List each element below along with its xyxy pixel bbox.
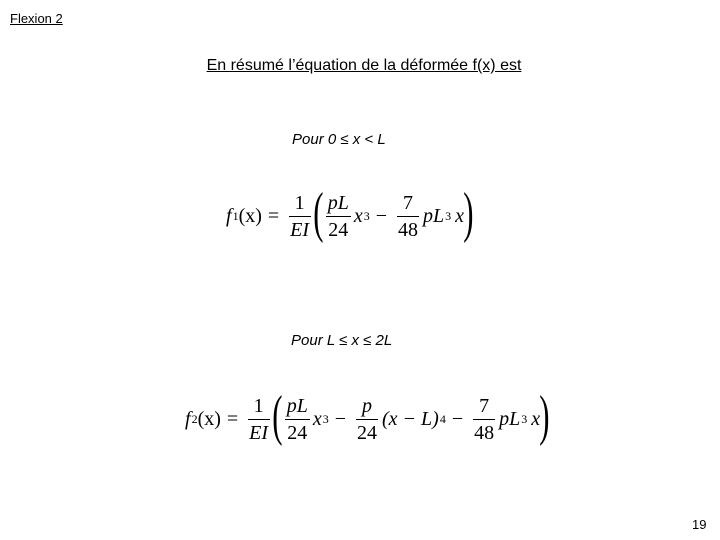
eq2-term1-exponent: 3: [322, 412, 329, 426]
eq1-term2-denominator: 48: [398, 218, 419, 241]
eq1-prefactor-denominator: EI: [290, 218, 310, 241]
eq1-lhs-f: f: [226, 205, 232, 227]
eq1-lhs-subscript: 1: [232, 209, 239, 223]
eq2-open-paren: (: [272, 385, 283, 447]
eq1-term1-fraction: [326, 193, 351, 240]
eq1-lhs-argument: (x): [238, 205, 262, 227]
eq2-minus-1: −: [334, 408, 347, 430]
eq1-term1-variable: x: [353, 205, 363, 227]
equation-f2: [185, 385, 550, 447]
eq2-term3-exponent: 3: [521, 412, 528, 426]
equation-f1: [226, 182, 474, 244]
eq2-term1-denominator: 24: [287, 421, 308, 444]
eq1-term1-exponent: 3: [363, 209, 370, 223]
eq1-minus: −: [375, 205, 388, 227]
eq2-close-paren: ): [539, 385, 550, 447]
eq2-equals: =: [226, 408, 239, 430]
eq1-term2-fraction: [396, 193, 420, 240]
eq2-term3-numerator: 7: [473, 396, 495, 420]
eq2-lhs-argument: (x): [197, 408, 221, 430]
eq1-equals: =: [267, 205, 280, 227]
eq2-term2-numerator: p: [356, 396, 378, 420]
eq2-lhs-subscript: 2: [191, 412, 198, 426]
eq1-prefactor-numerator: 1: [289, 193, 311, 217]
eq1-open-paren: (: [313, 182, 324, 244]
eq2-term3-variable: x: [531, 408, 541, 430]
eq2-term3-denominator: 48: [474, 421, 495, 444]
eq2-lhs-f: f: [185, 408, 191, 430]
eq1-term1-numerator: pL: [326, 193, 351, 217]
eq2-prefactor-fraction: [247, 396, 270, 443]
eq1-close-paren: ): [463, 182, 474, 244]
eq2-term1-fraction: [285, 396, 310, 443]
condition-range-1: Pour 0 ≤ x < L: [292, 131, 386, 148]
eq1-term2-variable: x: [455, 205, 465, 227]
eq2-minus-2: −: [451, 408, 464, 430]
eq2-term1-variable: x: [312, 408, 322, 430]
eq2-term3-fraction: [472, 396, 496, 443]
eq2-prefactor-numerator: 1: [248, 396, 270, 420]
eq1-term2-exponent: 3: [445, 209, 452, 223]
eq2-term1-numerator: pL: [285, 396, 310, 420]
eq2-term3-pL: pL: [499, 408, 521, 430]
eq2-term2-group: (x − L): [382, 408, 439, 430]
page-number: 19: [692, 517, 707, 532]
eq1-term2-numerator: 7: [397, 193, 419, 217]
eq2-term2-denominator: 24: [357, 421, 378, 444]
eq2-term2-fraction: [355, 396, 379, 443]
eq2-term2-exponent: 4: [439, 412, 446, 426]
slide-heading: En résumé l’équation de la déformée f(x) est: [206, 57, 522, 74]
condition-range-2: Pour L ≤ x ≤ 2L: [291, 332, 393, 349]
eq2-prefactor-denominator: EI: [249, 421, 269, 444]
eq1-term1-denominator: 24: [328, 218, 349, 241]
slide-header-title: Flexion 2: [10, 11, 63, 26]
eq1-prefactor-fraction: [288, 193, 311, 240]
eq1-term2-pL: pL: [423, 205, 445, 227]
